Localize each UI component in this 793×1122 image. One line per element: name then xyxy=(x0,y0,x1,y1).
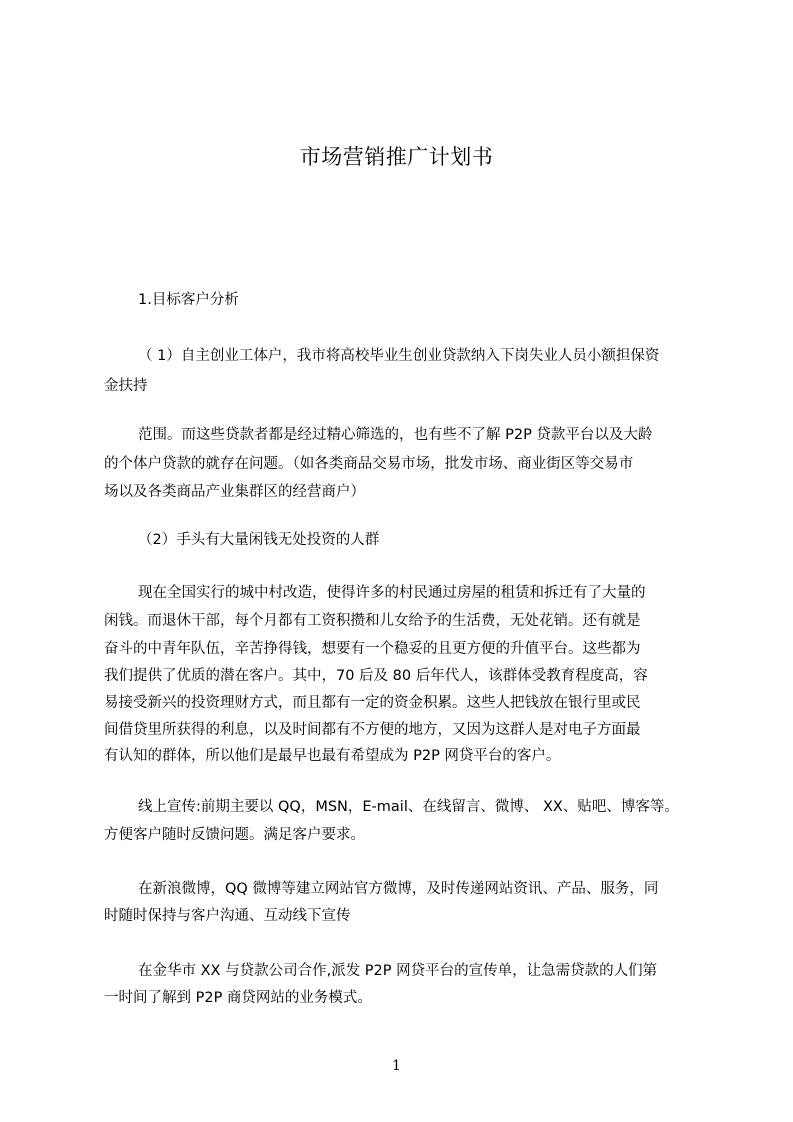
paragraph-line: 现在全国实行的城中村改造，使得许多的村民通过房屋的租赁和拆迁有了大量的 xyxy=(138,585,646,601)
paragraph-line: 有认知的群体，所以他们是最早也最有希望成为 P2P 网贷平台的客户。 xyxy=(104,748,561,764)
paragraph-line: 间借贷里所获得的利息，以及时间都有不方便的地方，又因为这群人是对电子方面最 xyxy=(104,722,641,738)
subheading-idle-money-group: （2）手头有大量闲钱无处投资的人群 xyxy=(138,532,380,548)
paragraph-line: 奋斗的中青年队伍，辛苦挣得钱，想要有一个稳妥的且更方便的升值平台。这些都为 xyxy=(104,641,641,657)
paragraph-line: 我们提供了优质的潜在客户。其中，70 后及 80 后年代人，该群体受教育程度高，容 xyxy=(104,668,648,684)
paragraph-line: 范围。而这些贷款者都是经过精心筛选的，也有些不了解 P2P 贷款平台以及大龄 xyxy=(138,427,653,443)
paragraph-line: 闲钱。而退休干部，每个月都有工资积攒和儿女给予的生活费，无处花销。还有就是 xyxy=(104,613,641,629)
paragraph-line: 线上宣传:前期主要以 QQ，MSN，E-mail、在线留言、微博、 XX、贴吧、博客等。 xyxy=(138,799,679,815)
paragraph-line: 在新浪微博，QQ 微博等建立网站官方微博，及时传递网站资讯、产品、服务，同 xyxy=(138,881,659,897)
paragraph-line: 时随时保持与客户沟通、互动线下宣传 xyxy=(104,908,351,924)
page-number: 1 xyxy=(392,1058,401,1074)
paragraph-line: 易接受新兴的投资理财方式，而且都有一定的资金积累。这些人把钱放在银行里或民 xyxy=(104,695,641,711)
document-title: 市场营销推广计划书 xyxy=(299,145,494,169)
paragraph-line: 一时间了解到 P2P 商贷网站的业务模式。 xyxy=(104,990,372,1006)
paragraph-line: 场以及各类商品产业集群区的经营商户） xyxy=(104,484,365,500)
paragraph-line: 金扶持 xyxy=(104,378,148,394)
heading-target-customer-analysis: 1.目标客户分析 xyxy=(138,292,239,308)
paragraph-line: （ 1）自主创业工体户，我市将高校毕业生创业贷款纳入下岗失业人员小额担保资 xyxy=(138,348,660,364)
paragraph-line: 方便客户随时反馈问题。满足客户要求。 xyxy=(104,827,365,843)
paragraph-line: 的个体户贷款的就存在问题。（如各类商品交易市场，批发市场、商业街区等交易市 xyxy=(104,456,634,472)
paragraph-line: 在金华市 XX 与贷款公司合作,派发 P2P 网贷平台的宣传单，让急需贷款的人们第 xyxy=(138,963,658,979)
